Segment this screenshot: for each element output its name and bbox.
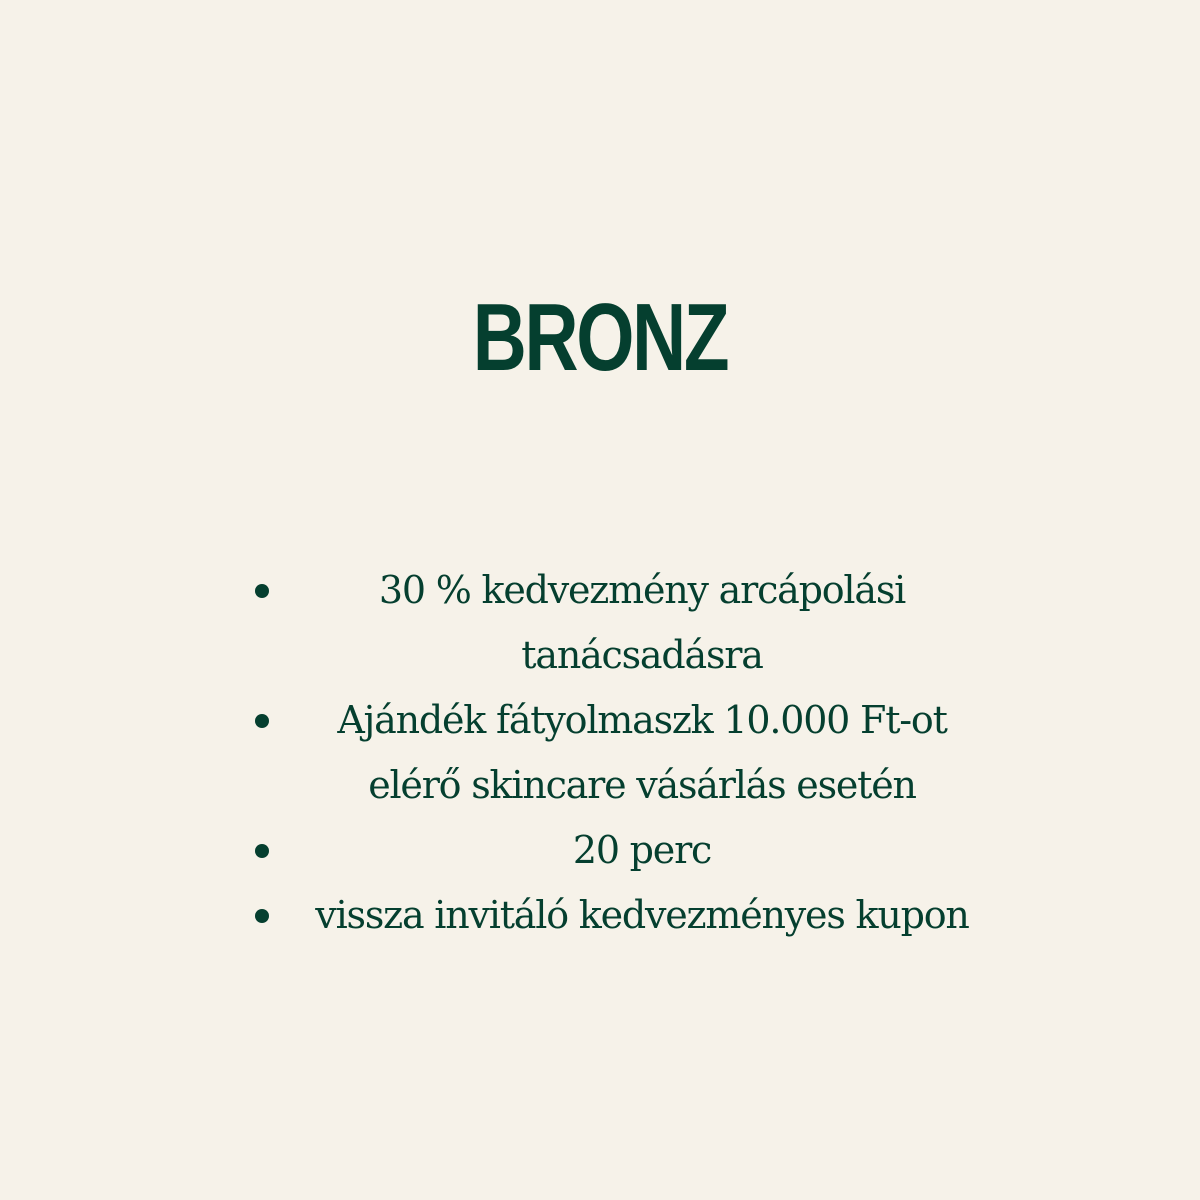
bullet-icon [255,844,269,858]
benefit-text: 20 perc [572,828,712,872]
bullet-icon [255,584,269,598]
bullet-icon [255,714,269,728]
benefit-text: 30 % kedvezmény arcápolási tanácsadásra [378,568,906,677]
benefit-item [255,558,985,688]
tier-title: BRONZ [472,284,728,391]
benefit-item [255,818,985,883]
benefit-text: vissza invitáló kedvezményes kupon [315,893,969,937]
benefit-item [255,883,985,948]
benefit-text: Ajándék fátyolmaszk 10.000 Ft-ot elérő skincare vásárlás esetén [337,698,947,807]
bullet-icon [255,909,269,923]
benefit-list [255,558,985,948]
benefit-item [255,688,985,818]
